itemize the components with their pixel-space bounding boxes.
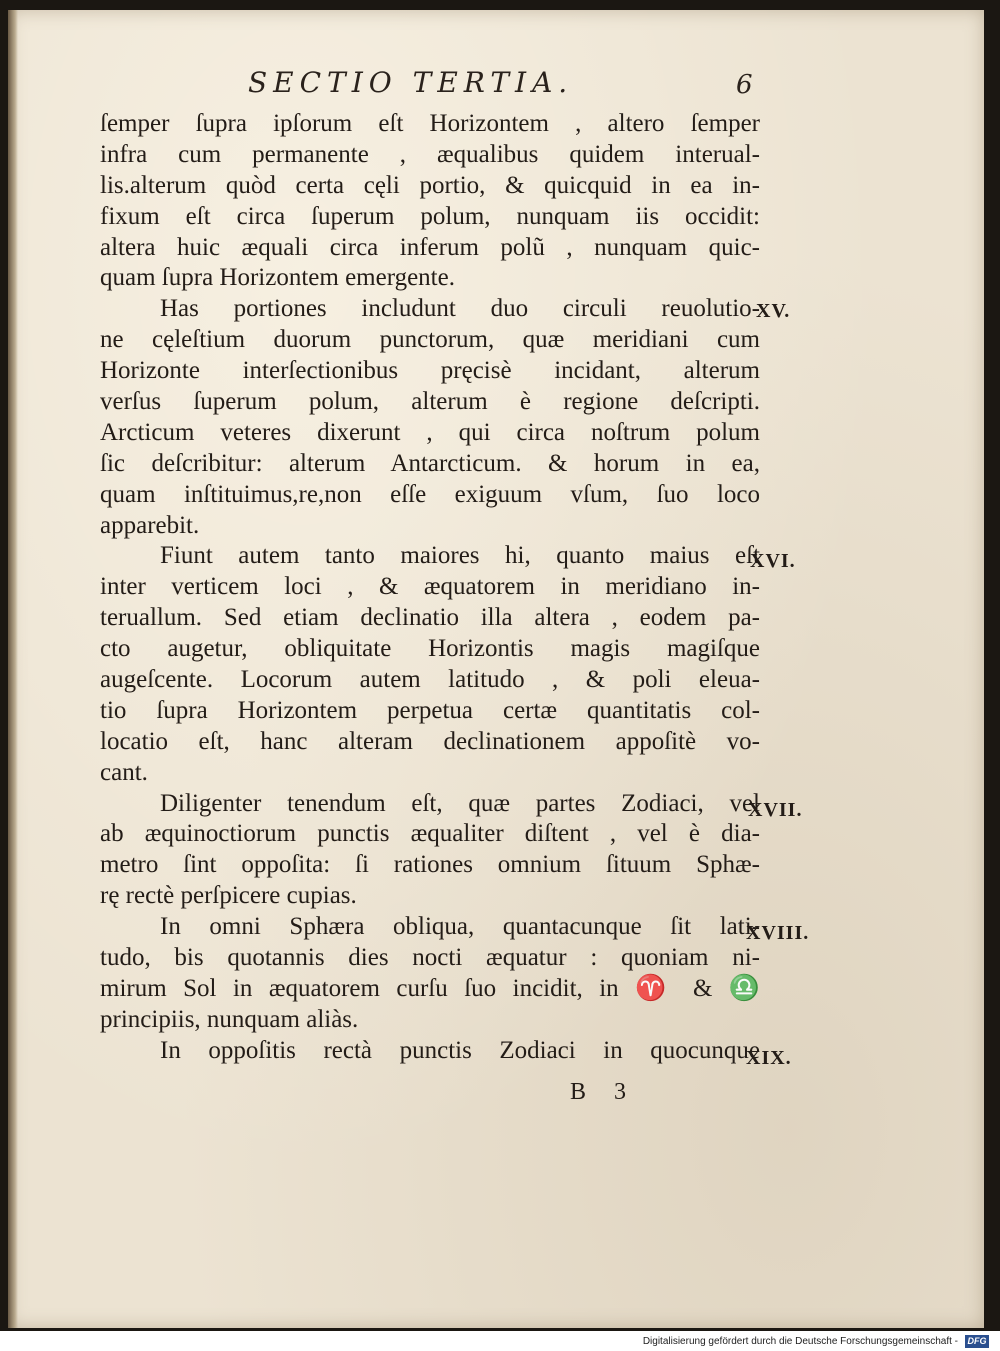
text-line: Arcticum veteres dixerunt , qui circa noſtrum polum	[100, 418, 760, 446]
margin-section-number: XVI.	[750, 550, 796, 572]
text-line: inter verticem loci , & æquatorem in meridiano in-	[100, 573, 760, 601]
text-line: metro ſint oppoſita: ſi rationes omnium ſituum Sphæ-	[100, 851, 760, 879]
text-line: rę rectè perſpicere cupias.	[100, 882, 357, 910]
text-line: In omni Sphæra obliqua, quantacunque ſit lati-	[160, 913, 760, 941]
binding-edge	[8, 10, 18, 1328]
text-line: ſic deſcribitur: alterum Antarcticum. & horum in ea,	[100, 449, 760, 477]
text-line: Diligenter tenendum eſt, quæ partes Zodiaci, vel	[160, 789, 760, 817]
digitization-credit: Digitalisierung gefördert durch die Deutsche Forschungsgemeinschaft -	[642, 1336, 958, 1347]
text-line: cto augetur, obliquitate Horizontis magis magiſque	[100, 635, 760, 663]
text-line: In oppoſitis rectà punctis Zodiaci in quocunque	[160, 1036, 760, 1064]
text-line: mirum Sol in æquatorem curſu ſuo incidit, in ♈ & ♎	[100, 974, 760, 1002]
text-line: Has portiones includunt duo circuli reuolutio-	[160, 295, 760, 323]
folio-number: 6	[736, 70, 753, 100]
text-line: fixum eſt circa ſuperum polum, nunquam iis occidit:	[100, 202, 760, 230]
text-line: infra cum permanente , æqualibus quidem interual-	[100, 140, 760, 168]
dfg-logo: DFG	[965, 1335, 989, 1348]
body-text	[100, 109, 760, 1067]
text-line: tudo, bis quotannis dies nocti æquatur : quoniam ni-	[100, 944, 760, 972]
text-line: augeſcente. Locorum autem latitudo , & poli eleua-	[100, 666, 760, 694]
margin-section-number: XIX.	[746, 1047, 792, 1069]
margin-section-number: XVIII.	[746, 922, 810, 944]
text-line: Fiunt autem tanto maiores hi, quanto maius eſt	[160, 542, 760, 570]
text-line: ſemper ſupra ipſorum eſt Horizontem , altero ſemper	[100, 110, 760, 137]
running-head: SECTIO TERTIA.	[248, 66, 574, 99]
text-line: Horizonte interſectionibus pręcisè incidant, alterum	[100, 357, 760, 385]
text-line: apparebit.	[100, 511, 200, 539]
text-line: locatio eſt, hanc alteram declinationem appoſitè vo-	[100, 727, 760, 755]
text-line: teruallum. Sed etiam declinatio illa altera , eodem pa-	[100, 604, 760, 632]
signature-mark: B 3	[570, 1079, 627, 1105]
text-line: tio ſupra Horizontem perpetua certæ quantitatis col-	[100, 696, 760, 724]
text-line: ne cęleſtium duorum punctorum, quæ meridiani cum	[100, 326, 760, 354]
text-line: principiis, nunquam aliàs.	[100, 1005, 359, 1033]
text-line: ab æquinoctiorum punctis æqualiter diſtent , vel è dia-	[100, 820, 760, 848]
text-line: cant.	[100, 758, 148, 786]
text-line: lis.alterum quòd certa cęli portio, & quicquid in ea in-	[100, 171, 760, 199]
text-line: quam inſtituimus,re,non eſſe exiguum vſum, ſuo loco	[100, 480, 760, 508]
margin-section-number: XVII.	[748, 799, 803, 821]
text-line: altera huic æquali circa inferum polũ , nunquam quic-	[100, 233, 760, 261]
margin-section-number: XV.	[756, 300, 791, 322]
text-line: quam ſupra Horizontem emergente.	[100, 264, 455, 292]
text-line: verſus ſuperum polum, alterum è regione deſcripti.	[100, 388, 760, 416]
